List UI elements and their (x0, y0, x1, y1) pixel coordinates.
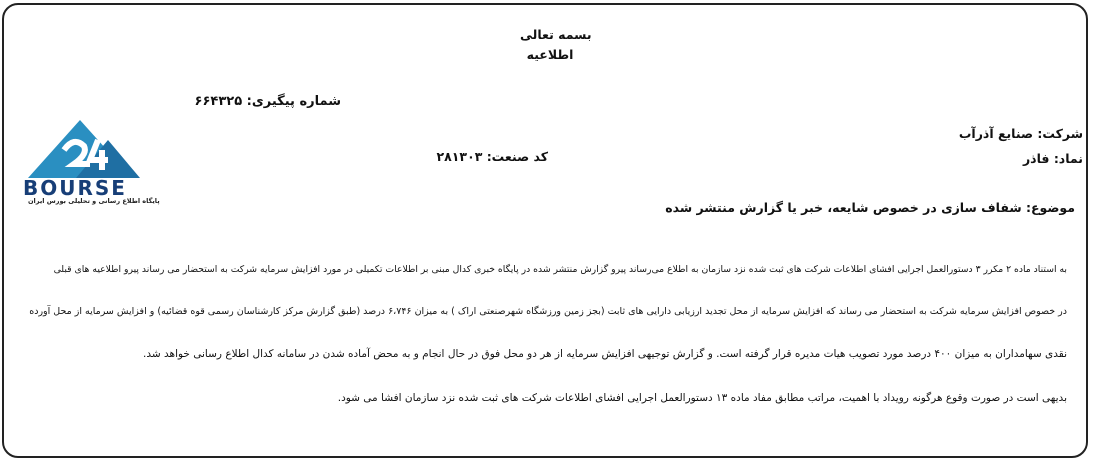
body-line-1: به استناد ماده ۲ مکرر ۳ دستورالعمل اجرایی افشای اطلاعات شرکت های ثبت شده نزد سازمان به اطلاع می‌رساند پیرو گزارش منتشر شده در پایگاه خبری کدال مبنی بر اطلاعات تکمیلی در مورد افزایش سرمایه شرکت به استحضار می رساند پیرو اطلاعیه های قبلی (53, 264, 1067, 275)
subject-line (665, 200, 1075, 215)
tracking-number (195, 94, 341, 109)
bourse-logo-graphic (18, 110, 168, 180)
body-line-4: بدیهی است در صورت وقوع هرگونه رویداد با اهمیت، مراتب مطابق مفاد ماده ۱۳ دستورالعمل اجرایی افشای اطلاعات شرکت های ثبت شده نزد سازمان افشا می شود. (337, 392, 1067, 404)
symbol-label: نماد: (1053, 151, 1083, 166)
notice-title: اطلاعیه (526, 47, 574, 62)
industry-code-value: ۲۸۱۳۰۳ (436, 149, 483, 164)
bourse-logo (18, 110, 168, 210)
company-line (959, 126, 1083, 141)
tracking-label: شماره پیگیری: (246, 94, 341, 109)
basmala: بسمه تعالی (520, 27, 592, 42)
logo-wordmark: BOURSE (23, 176, 127, 200)
company-value: صنایع آذرآب (958, 126, 1034, 141)
industry-code (437, 149, 548, 164)
industry-code-label: کد صنعت: (486, 149, 548, 164)
subject-value: شفاف سازی در خصوص شایعه، خبر یا گزارش منتشر شده (665, 200, 1022, 215)
document-frame (2, 3, 1088, 458)
symbol-value: فاذر (1022, 151, 1050, 166)
body-line-3: نقدی سهامداران به میزان ۴۰۰ درصد مورد تصویب هیات مدیره قرار گرفته است. و گزارش توجیهی افزایش سرمایه از هر دو محل فوق در حال انجام و به محض آماده شدن در سامانه کدال اطلاع رسانی خواهد شد. (143, 348, 1067, 360)
subject-label: موضوع: (1025, 200, 1075, 215)
logo-subtitle: پایگاه اطلاع رسانی و تحلیلی بورس ایران (28, 197, 160, 205)
company-label: شرکت: (1037, 126, 1083, 141)
body-line-2: در خصوص افزایش سرمایه شرکت به استحضار می رساند که افزایش سرمایه از محل تجدید ارزیابی دارایی های ثابت (بجز زمین ورزشگاه شهرصنعتی اراک ) به میزان ۶،۷۴۶ درصد (طبق گزارش مرکز کارشناسان رسمی قوه قضائیه) و افزایش سرمایه از محل آورده (29, 306, 1067, 317)
tracking-value: ۶۶۴۳۲۵ (194, 94, 243, 109)
symbol-line (1023, 151, 1083, 166)
